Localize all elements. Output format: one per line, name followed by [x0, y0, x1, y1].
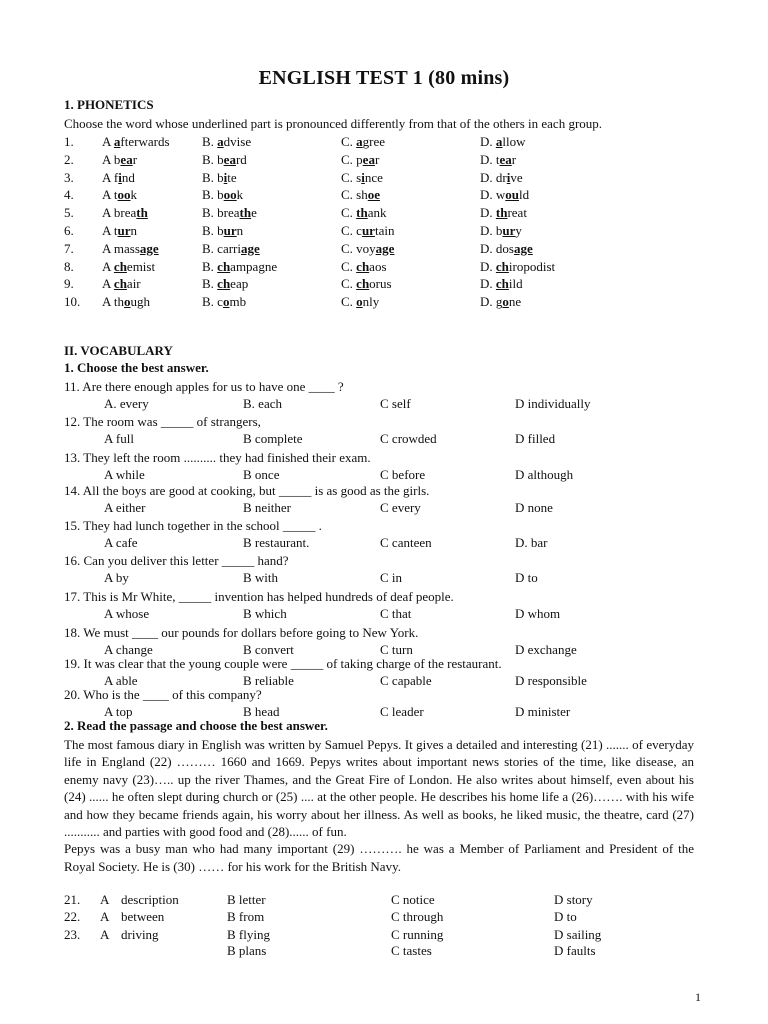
- vocabulary-heading: II. VOCABULARY: [64, 343, 173, 358]
- vocab-question: 20. Who is the ____ of this company?: [64, 687, 262, 702]
- phonetics-option-a: A breath: [102, 205, 148, 221]
- vocab-option: A full: [104, 431, 134, 446]
- vocab-question: 19. It was clear that the young couple were _____ of taking charge of the restaurant.: [64, 656, 502, 671]
- vocab-question: 18. We must ____ our pounds for dollars before going to New York.: [64, 625, 419, 640]
- vocab-option: D filled: [515, 431, 556, 446]
- vocab-option: A whose: [104, 606, 150, 621]
- passage-option: B plans: [227, 943, 267, 958]
- underlined-part: th: [239, 205, 252, 221]
- underlined-part: age: [240, 240, 260, 256]
- underlined-part: ch: [217, 258, 231, 274]
- underlined-part: th: [356, 205, 368, 221]
- vocab-option: B restaurant.: [243, 535, 310, 550]
- phonetics-item-number: 5.: [64, 205, 74, 221]
- phonetics-option-d: D. would: [480, 187, 530, 203]
- phonetics-option-c: C. agree: [341, 134, 386, 149]
- underlined-part: ea: [223, 151, 236, 167]
- vocab-option: B reliable: [243, 673, 294, 688]
- phonetics-item-number: 8.: [64, 258, 74, 274]
- underlined-part: oe: [367, 187, 381, 203]
- phonetics-option-d: D. drive: [480, 169, 523, 185]
- passage-option: C through: [391, 909, 444, 924]
- underlined-part: ea: [362, 151, 375, 167]
- underlined-part: a: [113, 134, 121, 149]
- vocab-option: C self: [380, 396, 411, 411]
- underlined-part: ou: [505, 187, 520, 203]
- phonetics-option-c: C. thank: [341, 205, 387, 221]
- underlined-part: ur: [223, 223, 237, 238]
- phonetics-option-b: B. cheap: [202, 276, 249, 292]
- passage-option: B flying: [227, 927, 270, 942]
- underlined-part: ch: [113, 276, 127, 292]
- vocab-option: D none: [515, 500, 553, 515]
- phonetics-option-d: D. gone: [480, 294, 522, 310]
- phonetics-option-d: D. threat: [480, 205, 527, 221]
- passage-option: between: [121, 909, 165, 924]
- phonetics-option-b: B. comb: [202, 294, 247, 310]
- underlined-part: i: [506, 169, 511, 185]
- vocab-option: A either: [104, 500, 146, 515]
- phonetics-option-a: A though: [102, 294, 151, 310]
- phonetics-option-b: B. advise: [202, 134, 252, 149]
- passage-paragraph-2: Pepys was a busy man who had many important (29) ………. he was a Member of Parliament and President of the Royal Society. He is (30) …… for his work for the British Navy.: [64, 841, 694, 874]
- vocab-option: A top: [104, 704, 133, 719]
- underlined-part: a: [356, 134, 363, 149]
- vocab-question: 15. They had lunch together in the school _____ .: [64, 518, 322, 533]
- phonetics-item-number: 1.: [64, 134, 74, 149]
- phonetics-option-c: C. since: [341, 169, 383, 185]
- vocab-option: B which: [243, 606, 287, 621]
- underlined-part: th: [495, 205, 508, 221]
- underlined-part: i: [118, 169, 122, 185]
- phonetics-option-a: A took: [102, 187, 138, 203]
- underlined-part: o: [222, 294, 230, 310]
- passage-option: D to: [554, 909, 577, 924]
- phonetics-option-d: D. chiropodist: [480, 258, 556, 274]
- phonetics-option-a: A turn: [102, 223, 138, 238]
- underlined-part: ch: [356, 276, 370, 292]
- phonetics-item-number: 9.: [64, 276, 74, 292]
- underlined-part: ur: [502, 223, 516, 238]
- phonetics-item-number: 6.: [64, 223, 74, 238]
- vocab-option: D whom: [515, 606, 561, 621]
- vocab-option: B. each: [243, 396, 282, 411]
- phonetics-item-number: 2.: [64, 151, 74, 167]
- vocab-option: B with: [243, 570, 279, 585]
- vocab-question: 16. Can you deliver this letter _____ hand?: [64, 553, 289, 568]
- vocab-option: A while: [104, 467, 145, 482]
- underlined-part: age: [513, 240, 533, 256]
- phonetics-option-c: C. chaos: [341, 258, 387, 274]
- phonetics-option-a: A bear: [102, 151, 138, 167]
- vocab-option: A. every: [104, 396, 149, 411]
- passage-option: B letter: [227, 892, 266, 907]
- vocab-question: 14. All the boys are good at cooking, but _____ is as good as the girls.: [64, 483, 430, 498]
- reading-passage: [64, 736, 694, 875]
- page-number: 1: [695, 990, 701, 1004]
- passage-option: B from: [227, 909, 265, 924]
- vocab-question: 17. This is Mr White, _____ invention has helped hundreds of deaf people.: [64, 589, 454, 604]
- vocab-option: C that: [380, 606, 412, 621]
- underlined-part: ch: [217, 276, 231, 292]
- phonetics-item-number: 4.: [64, 187, 74, 203]
- phonetics-option-b: B. breathe: [202, 205, 257, 221]
- underlined-part: o: [356, 294, 363, 310]
- vocab-option: B once: [243, 467, 280, 482]
- passage-option: C tastes: [391, 943, 432, 958]
- passage-option: description: [121, 892, 179, 907]
- underlined-part: ch: [356, 258, 370, 274]
- vocab-option: D responsible: [515, 673, 587, 688]
- vocab-option: D exchange: [515, 642, 577, 657]
- vocab-question: 12. The room was _____ of strangers,: [64, 414, 261, 429]
- vocab-part1-heading: 1. Choose the best answer.: [64, 360, 209, 375]
- phonetics-heading: 1. PHONETICS: [64, 97, 154, 112]
- phonetics-option-c: C. shoe: [341, 187, 381, 203]
- phonetics-option-c: C. pear: [341, 151, 380, 167]
- vocab-option: A able: [104, 673, 138, 688]
- passage-item-number: 23.: [64, 927, 81, 942]
- underlined-part: ur: [117, 223, 131, 238]
- passage-item-letter: A: [100, 927, 110, 942]
- phonetics-option-d: D. allow: [480, 134, 526, 149]
- vocab-option: B head: [243, 704, 280, 719]
- phonetics-option-a: A massage: [102, 240, 159, 256]
- vocab-option: C turn: [380, 642, 413, 657]
- underlined-part: i: [361, 169, 365, 185]
- phonetics-option-a: A chemist: [102, 258, 156, 274]
- page-title: ENGLISH TEST 1 (80 mins): [258, 67, 510, 89]
- vocab-option: C canteen: [380, 535, 432, 550]
- vocab-option: B convert: [243, 642, 294, 657]
- vocab-option: D individually: [515, 396, 591, 411]
- vocab-option: D although: [515, 467, 574, 482]
- underlined-part: ur: [361, 223, 375, 238]
- passage-item-number: 21.: [64, 892, 81, 907]
- passage-option: D faults: [554, 943, 596, 958]
- phonetics-option-a: A find: [102, 169, 135, 185]
- underlined-part: a: [217, 134, 224, 149]
- underlined-part: oo: [117, 187, 131, 203]
- vocab-option: C crowded: [380, 431, 437, 446]
- vocab-part2-heading: 2. Read the passage and choose the best answer.: [64, 718, 328, 733]
- passage-item-letter: A: [100, 909, 110, 924]
- phonetics-option-b: B. carriage: [202, 240, 260, 256]
- passage-option: driving: [121, 927, 159, 942]
- underlined-part: a: [495, 134, 503, 149]
- vocab-option: B complete: [243, 431, 303, 446]
- passage-option: D sailing: [554, 927, 602, 942]
- phonetics-option-b: B. book: [202, 187, 244, 203]
- phonetics-option-d: D. child: [480, 276, 523, 292]
- phonetics-item-number: 3.: [64, 169, 74, 185]
- vocab-option: D. bar: [515, 535, 548, 550]
- passage-option: C running: [391, 927, 444, 942]
- vocab-option: A cafe: [104, 535, 138, 550]
- vocab-option: A by: [104, 570, 129, 585]
- phonetics-option-c: C. curtain: [341, 223, 395, 238]
- phonetics-option-b: B. beard: [202, 151, 247, 167]
- phonetics-option-d: D. bury: [480, 223, 522, 238]
- phonetics-option-d: D. tear: [480, 151, 517, 167]
- underlined-part: ch: [495, 276, 509, 292]
- phonetics-option-b: B. bite: [202, 169, 237, 185]
- vocab-option: C every: [380, 500, 421, 515]
- phonetics-option-b: B. champagne: [202, 258, 278, 274]
- underlined-part: ea: [120, 151, 133, 167]
- underlined-part: ea: [499, 151, 512, 167]
- underlined-part: oo: [223, 187, 237, 203]
- phonetics-option-a: A afterwards: [102, 134, 170, 149]
- phonetics-option-c: C. voyage: [341, 240, 395, 256]
- phonetics-item-number: 7.: [64, 240, 74, 256]
- passage-item-number: 22.: [64, 909, 81, 924]
- passage-paragraph-1: The most famous diary in English was written by Samuel Pepys. It gives a detailed and interesting (21) ....... of everyday life in England (22) ……… 1660 and 1669. Pepys writes about important news stories of the time, like disease, an enemy navy (23)….. up the river Thames, and the Great Fire of London. He also writes about himself, even about his (24) ...... he often slept during church or (25) .... at the other people. He describes his home life a (26)……. with his wife and how they became friends again, his worry about her illness. As well as books, he liked music, the theatre, card (27) ........... and parties with good food and (28)...... of fun.: [64, 737, 694, 840]
- underlined-part: age: [139, 240, 159, 256]
- vocab-option: D minister: [515, 704, 571, 719]
- vocab-option: C capable: [380, 673, 432, 688]
- phonetics-option-d: D. dosage: [480, 240, 533, 256]
- passage-option: D story: [554, 892, 593, 907]
- underlined-part: o: [502, 294, 509, 310]
- vocab-question: 11. Are there enough apples for us to have one ____ ?: [64, 379, 344, 394]
- underlined-part: age: [375, 240, 395, 256]
- underlined-part: ch: [495, 258, 509, 274]
- underlined-part: th: [136, 205, 148, 221]
- phonetics-option-c: C. chorus: [341, 276, 392, 292]
- phonetics-instruction: Choose the word whose underlined part is pronounced differently from that of the others in each group.: [64, 116, 603, 131]
- phonetics-option-c: C. only: [341, 294, 380, 310]
- vocab-option: B neither: [243, 500, 292, 515]
- vocab-option: A change: [104, 642, 153, 657]
- phonetics-item-number: 10.: [64, 294, 81, 310]
- vocab-option: C in: [380, 570, 403, 585]
- underlined-part: o: [124, 294, 131, 310]
- underlined-part: ch: [113, 258, 127, 274]
- underlined-part: i: [223, 169, 228, 185]
- vocab-question: 13. They left the room .......... they had finished their exam.: [64, 450, 371, 465]
- passage-item-letter: A: [100, 892, 110, 907]
- vocab-option: D to: [515, 570, 538, 585]
- passage-option: C notice: [391, 892, 435, 907]
- phonetics-option-a: A chair: [102, 276, 141, 292]
- vocab-option: C leader: [380, 704, 424, 719]
- vocab-option: C before: [380, 467, 426, 482]
- phonetics-option-b: B. burn: [202, 223, 244, 238]
